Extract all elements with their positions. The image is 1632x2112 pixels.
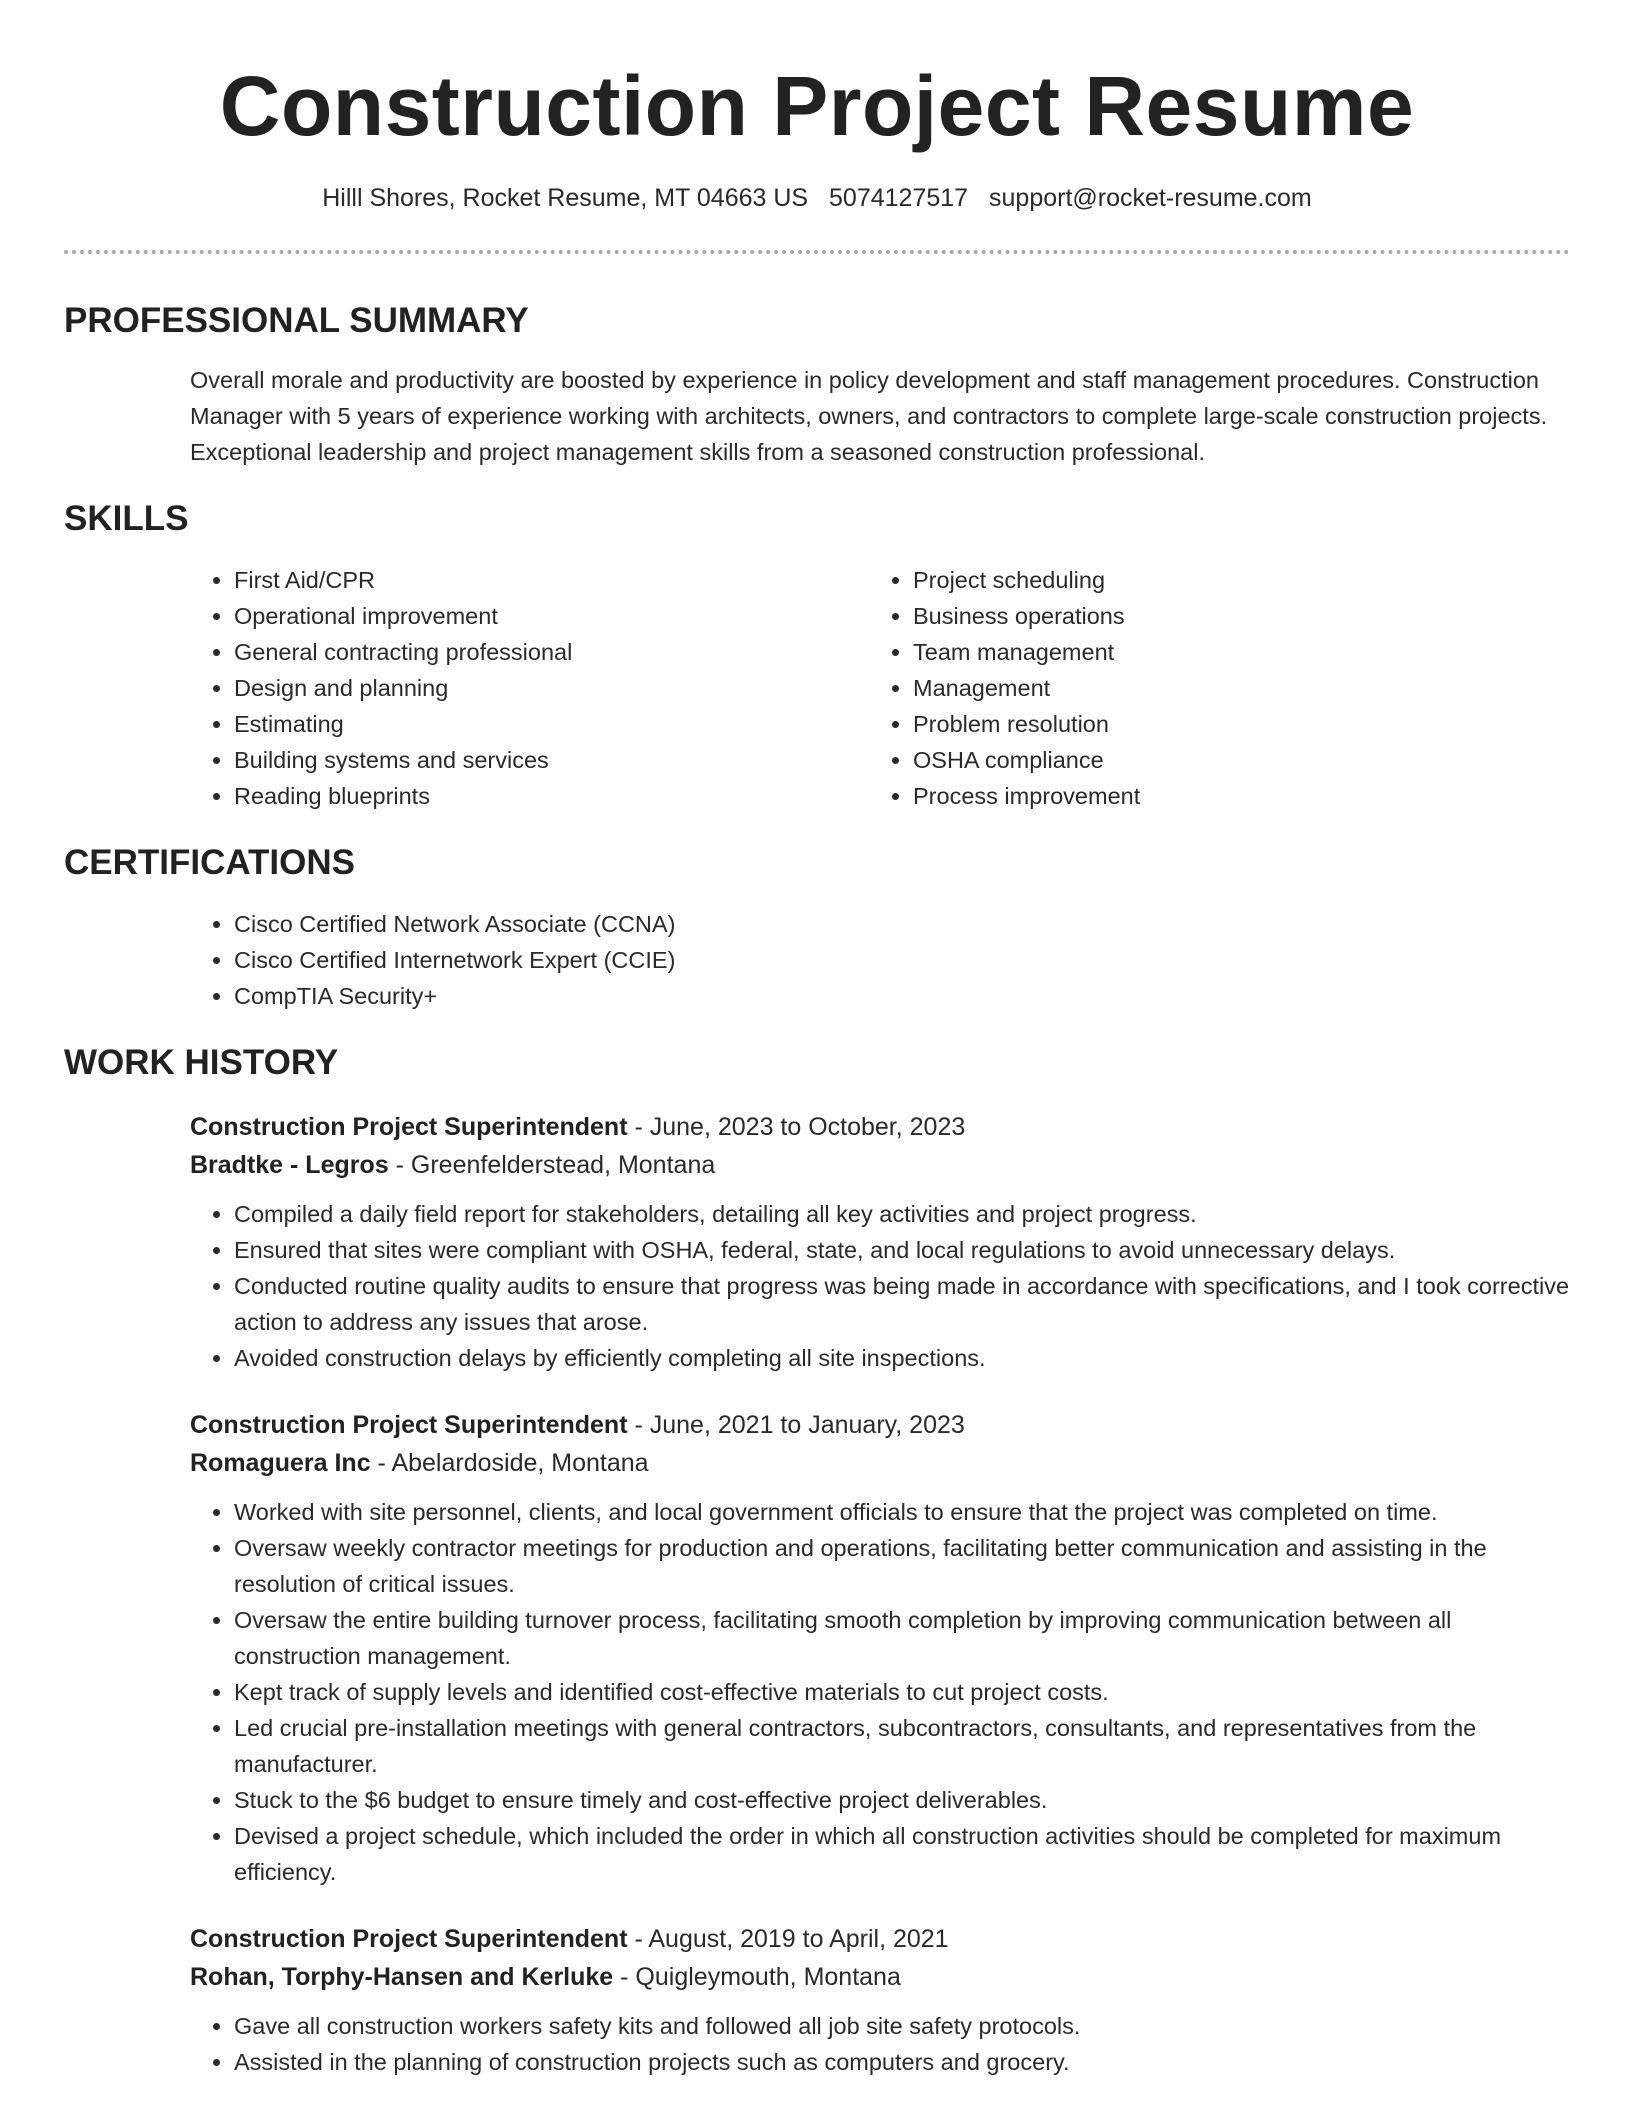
job-role-line	[190, 1920, 1570, 1958]
skill-item: • Operational improvement	[234, 598, 869, 634]
header-divider	[64, 250, 1570, 254]
job-location: - Greenfelderstead, Montana	[388, 1151, 716, 1179]
job-dates: - June, 2023 to October, 2023	[627, 1113, 966, 1141]
section-title-skills: SKILLS	[64, 499, 189, 538]
job-location: - Quigleymouth, Montana	[613, 1963, 901, 1991]
job-bullets	[190, 2008, 1574, 2080]
skills-column-right	[869, 562, 1140, 814]
skill-item: • General contracting professional	[234, 634, 869, 670]
skill-item: • Project scheduling	[913, 562, 1140, 598]
job-company: Romaguera Inc	[190, 1449, 371, 1477]
skills-list	[190, 562, 1570, 814]
skill-item: • Design and planning	[234, 670, 869, 706]
job-role-line	[190, 1406, 1570, 1444]
job-role: Construction Project Superintendent	[190, 1113, 628, 1141]
contact-info	[64, 182, 1570, 214]
contact-email: support@rocket-resume.com	[989, 184, 1312, 212]
job-bullet: • Compiled a daily field report for stakeholders, detailing all key activities and project progress.	[234, 1196, 1574, 1232]
job-company: Rohan, Torphy-Hansen and Kerluke	[190, 1963, 614, 1991]
job-location: - Abelardoside, Montana	[370, 1449, 649, 1477]
certification-item: • CompTIA Security+	[234, 978, 1570, 1014]
job-entry	[190, 1920, 1570, 2080]
job-entry	[190, 1406, 1570, 1890]
skill-item: • Process improvement	[913, 778, 1140, 814]
job-bullet: • Stuck to the $6 budget to ensure timely and cost-effective project deliverables.	[234, 1782, 1574, 1818]
job-bullet: • Assisted in the planning of construction projects such as computers and grocery.	[234, 2044, 1574, 2080]
job-dates: - August, 2019 to April, 2021	[627, 1925, 949, 1953]
job-role-line	[190, 1108, 1570, 1146]
certifications-list	[190, 906, 1570, 1014]
contact-phone: 5074127517	[829, 184, 969, 212]
job-role: Construction Project Superintendent	[190, 1411, 628, 1439]
skill-item: • Building systems and services	[234, 742, 869, 778]
skill-item: • Estimating	[234, 706, 869, 742]
job-company: Bradtke - Legros	[190, 1151, 389, 1179]
skills-column-left	[190, 562, 869, 814]
contact-address: Hilll Shores, Rocket Resume, MT 04663 US	[322, 184, 809, 212]
job-entry	[190, 1108, 1570, 1376]
section-title-summary: PROFESSIONAL SUMMARY	[64, 301, 529, 340]
skill-item: • Management	[913, 670, 1140, 706]
job-dates: - June, 2021 to January, 2023	[627, 1411, 965, 1439]
job-company-line	[190, 1958, 1570, 1996]
job-bullet: • Conducted routine quality audits to ensure that progress was being made in accordance with specifications, and I took corrective action to address any issues that arose.	[234, 1268, 1574, 1340]
summary-text: Overall morale and productivity are boosted by experience in policy development and staff management procedures. Construction Manager with 5 years of experience working with architects, owners, and contractors to complete large-scale construction projects. Exceptional leadership and project management skills from a seasoned construction professional.	[190, 367, 1548, 465]
job-bullet: • Led crucial pre-installation meetings with general contractors, subcontractors, consultants, and representatives from the manufacturer.	[234, 1710, 1574, 1782]
skill-item: • Team management	[913, 634, 1140, 670]
job-company-line	[190, 1146, 1570, 1184]
resume-page	[64, 0, 1570, 2080]
job-bullet: • Oversaw the entire building turnover process, facilitating smooth completion by improving communication between all construction management.	[234, 1602, 1574, 1674]
job-bullet: • Oversaw weekly contractor meetings for production and operations, facilitating better communication and assisting in the resolution of critical issues.	[234, 1530, 1574, 1602]
job-bullets	[190, 1196, 1574, 1376]
certification-item: • Cisco Certified Network Associate (CCNA)	[234, 906, 1570, 942]
job-bullet: • Avoided construction delays by efficiently completing all site inspections.	[234, 1340, 1574, 1376]
section-title-work-history: WORK HISTORY	[64, 1043, 339, 1082]
job-bullet: • Worked with site personnel, clients, and local government officials to ensure that the project was completed on time.	[234, 1494, 1574, 1530]
job-bullet: • Devised a project schedule, which included the order in which all construction activities should be completed for maximum efficiency.	[234, 1818, 1574, 1890]
section-title-certifications: CERTIFICATIONS	[64, 843, 356, 882]
skill-item: • Business operations	[913, 598, 1140, 634]
job-role: Construction Project Superintendent	[190, 1925, 628, 1953]
certification-item: • Cisco Certified Internetwork Expert (CCIE)	[234, 942, 1570, 978]
job-bullets	[190, 1494, 1574, 1890]
job-company-line	[190, 1444, 1570, 1482]
skill-item: • Reading blueprints	[234, 778, 869, 814]
skill-item: • OSHA compliance	[913, 742, 1140, 778]
job-bullet: • Kept track of supply levels and identified cost-effective materials to cut project costs.	[234, 1674, 1574, 1710]
job-bullet: • Ensured that sites were compliant with OSHA, federal, state, and local regulations to avoid unnecessary delays.	[234, 1232, 1574, 1268]
job-bullet: • Gave all construction workers safety kits and followed all job site safety protocols.	[234, 2008, 1574, 2044]
skill-item: • First Aid/CPR	[234, 562, 869, 598]
skill-item: • Problem resolution	[913, 706, 1140, 742]
resume-title: Construction Project Resume	[219, 59, 1415, 153]
